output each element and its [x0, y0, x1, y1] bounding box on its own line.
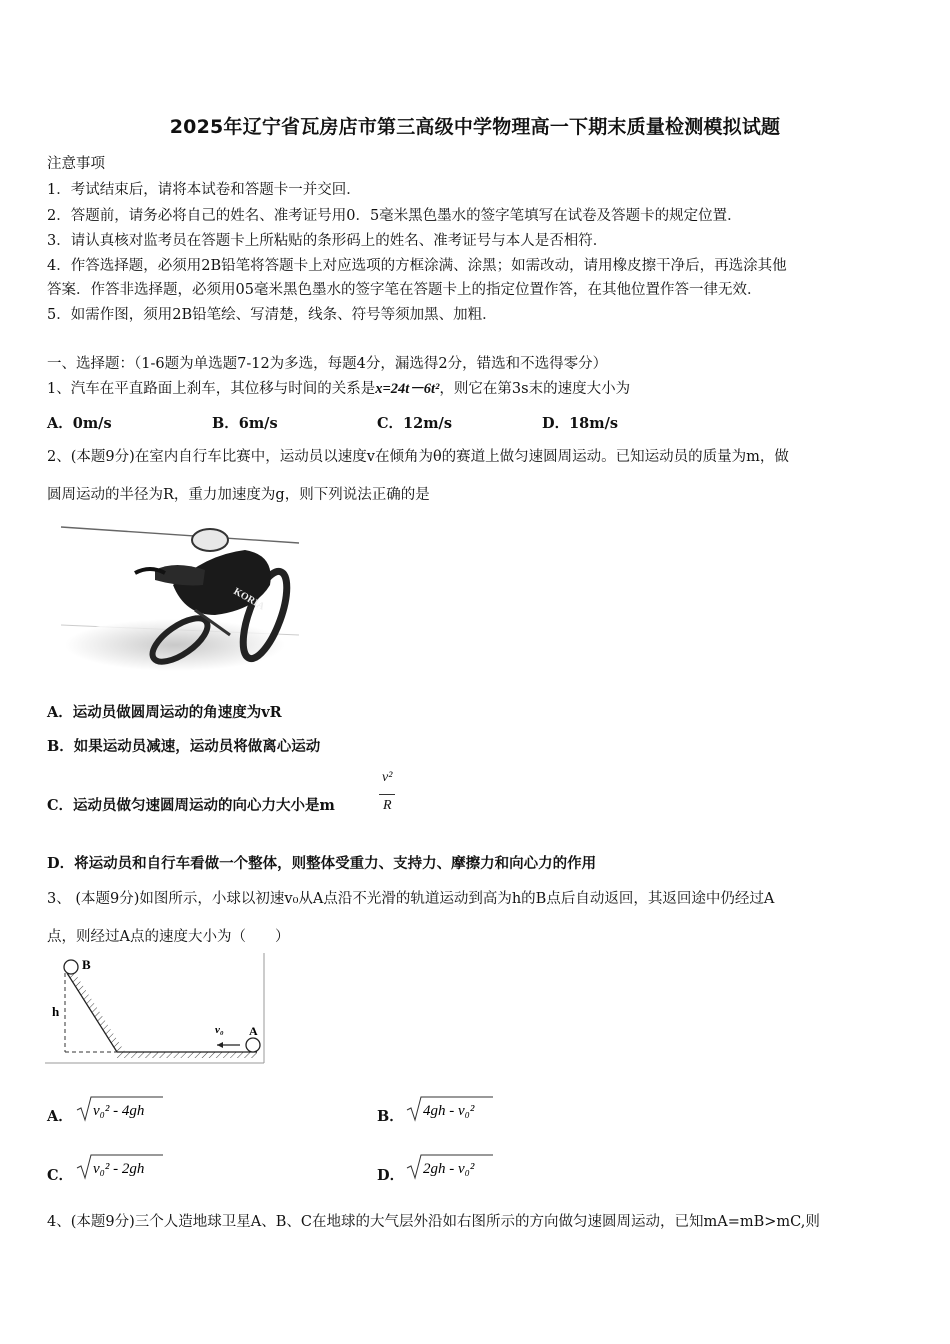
notice-item: 4．作答选择题，必须用2B铅笔将答题卡上对应选项的方框涂满、涂黑；如需改动，请用橡皮擦干净后，再选涂其他 — [47, 258, 787, 274]
q3-option-a-expr: v₀² - 4gh — [93, 1103, 145, 1119]
q2-option-b: B．如果运动员减速，运动员将做离心运动 — [47, 738, 321, 755]
notice-item: 5．如需作图，须用2B铅笔绘、写清楚，线条、符号等须加黑、加粗． — [47, 307, 497, 323]
q3-option-c-expr: v₀² - 2gh — [93, 1161, 145, 1177]
q3-option-b-expr: 4gh - v₀² — [423, 1103, 475, 1119]
section-heading: 一、选择题：（1-6题为单选题7-12为多选，每题4分，漏选得2分，错选和不选得零分） — [47, 356, 608, 372]
fraction-numerator: v² — [382, 770, 393, 785]
q3-option-b-math — [405, 1094, 495, 1124]
q3-option-d-math — [405, 1152, 495, 1182]
fraction-denominator: R — [383, 798, 392, 813]
q1-stem-a: 1、汽车在平直路面上刹车，其位移与时间的关系是 — [47, 381, 376, 397]
label-h: h — [52, 1004, 60, 1019]
q1-option-d: D．18m/s — [542, 415, 619, 432]
q3-stem-line2: 点，则经过A点的速度大小为（ ） — [47, 929, 290, 945]
notice-heading: 注意事项 — [47, 156, 105, 172]
notice-item: 3．请认真核对监考员在答题卡上所粘贴的条形码上的姓名、准考证号与本人是否相符． — [47, 233, 608, 249]
q3-option-b-label: B． — [377, 1108, 404, 1125]
q3-option-c-label: C． — [47, 1167, 74, 1184]
notice-item: 答案．作答非选择题，必须用05毫米黑色墨水的签字笔在答题卡上的指定位置作答，在其他位置作答一律无效． — [47, 282, 762, 298]
q3-option-a-math — [75, 1094, 165, 1124]
q1-option-c: C．12m/s — [377, 415, 453, 432]
q1-option-b: B．6m/s — [212, 415, 278, 432]
question-1-stem — [47, 377, 630, 398]
q3-option-d-expr: 2gh - v₀² — [423, 1161, 475, 1177]
label-a: A — [249, 1024, 258, 1038]
q1-option-a: A．0m/s — [47, 415, 112, 432]
cyclist-image — [55, 515, 305, 675]
notice-item: 2．答题前，请务必将自己的姓名、准考证号用0．5毫米黑色墨水的签字笔填写在试卷及答题卡的规定位置． — [47, 208, 742, 224]
q3-stem-line1: 3、 (本题9分)如图所示，小球以初速v₀从A点沿不光滑的轨道运动到高为h的B点后自动返回，其返回途中仍经过A — [47, 891, 775, 907]
jersey-lettering: KORIA — [231, 586, 267, 613]
q2-option-d: D．将运动员和自行车看做一个整体，则整体受重力、支持力、摩擦力和向心力的作用 — [47, 855, 597, 872]
q2-stem-line1: 2、(本题9分)在室内自行车比赛中，运动员以速度v在倾角为θ的赛道上做匀速圆周运动。已知运动员的质量为m，做 — [47, 449, 789, 465]
notice-item: 1．考试结束后，请将本试卷和答题卡一并交回． — [47, 182, 361, 198]
q1-formula: x=24t－6t² — [375, 381, 440, 397]
q2-stem-line2: 圆周运动的半径为R，重力加速度为g，则下列说法正确的是 — [47, 487, 430, 503]
label-b: B — [82, 957, 91, 972]
q1-stem-b: ，则它在第3s末的速度大小为 — [439, 381, 631, 397]
incline-figure — [45, 953, 267, 1067]
page-title: 2025年辽宁省瓦房店市第三高级中学物理高一下期末质量检测模拟试题 — [169, 116, 781, 138]
q3-option-a-label: A． — [47, 1108, 73, 1125]
q3-option-d-label: D． — [377, 1167, 405, 1184]
fraction-bar — [379, 794, 395, 795]
label-v0: v₀ — [215, 1024, 224, 1036]
q4-stem-line1: 4、(本题9分)三个人造地球卫星A、B、C在地球的大气层外沿如右图所示的方向做匀速圆周运动，已知mA=mB>mC,则 — [47, 1214, 820, 1230]
q2-option-a: A．运动员做圆周运动的角速度为vR — [47, 704, 282, 721]
q2-option-c: C．运动员做匀速圆周运动的向心力大小是m — [47, 797, 335, 814]
q3-option-c-math — [75, 1152, 165, 1182]
